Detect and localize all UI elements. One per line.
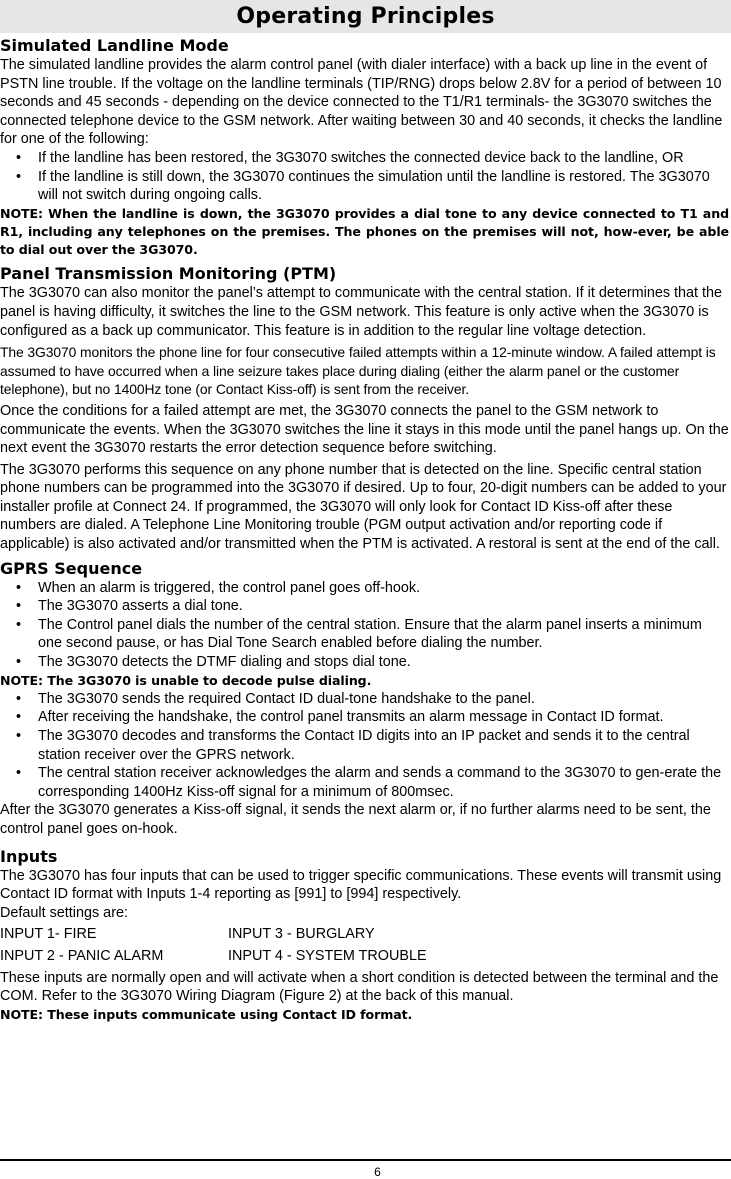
paragraph: The simulated landline provides the alarm control panel (with dialer interface) with a back up line in the event of PSTN line trouble. If the voltage on the landline terminals (TIP/RNG) drops below 2.8V for a period of between 10 seconds and 45 seconds - depending on the device connected to the T1/R1 terminals- the 3G3070 switches the connected telephone device to the GSM network. After waiting between 30 and 40 seconds, it checks the landline for one of the following: (0, 57, 723, 148)
input-1-label: INPUT 1- FIRE (0, 926, 97, 943)
list-item: • After receiving the handshake, the control panel transmits an alarm message in Contact ID format. (0, 708, 729, 727)
paragraph: The 3G3070 has four inputs that can be used to trigger specific communications. These events will transmit using Contact ID format with Inputs 1-4 reporting as [991] to [994] respectively. (0, 867, 722, 903)
paragraph: After the 3G3070 generates a Kiss-off signal, it sends the next alarm or, if no further alarms need to be sent, the control panel goes on-hook. (0, 802, 711, 837)
list-item: • The central station receiver acknowledges the alarm and sends a command to the 3G3070 to gen-erate the corresponding 1400Hz Kiss-off signal for a minimum of 800msec. (0, 764, 729, 801)
input-4-label: INPUT 4 - SYSTEM TROUBLE (228, 947, 427, 964)
section-inputs (0, 847, 729, 1024)
section-heading: Inputs (0, 846, 58, 866)
page-number: 6 (374, 1165, 381, 1179)
list-item: • The 3G3070 decodes and transforms the Contact ID digits into an IP packet and sends it to the central station receiver over the GPRS network. (0, 727, 729, 764)
paragraph: These inputs are normally open and will activate when a short condition is detected between the terminal and the COM. Refer to the 3G3070 Wiring Diagram (Figure 2) at the back of this manual. (0, 969, 719, 1005)
list-item: • The 3G3070 asserts a dial tone. (0, 597, 729, 616)
section-heading: GPRS Sequence (0, 558, 143, 578)
list-item: • When an alarm is triggered, the control panel goes off-hook. (0, 579, 729, 598)
input-2-label: INPUT 2 - PANIC ALARM (0, 947, 164, 964)
page-content (0, 36, 729, 1024)
note: NOTE: When the landline is down, the 3G3070 provides a dial tone to any device connected to T1 and R1, including any telephones on the premises. The phones on the premises will not, how-ever, be able to dial out over the 3G3070. (0, 205, 729, 258)
section-heading: Panel Transmission Monitoring (PTM) (0, 264, 337, 284)
list-item: • The Control panel dials the number of the central station. Ensure that the alarm panel inserts a minimum one second pause, or has Dial Tone Search enabled before dialing the number. (0, 616, 729, 653)
list-item: • The 3G3070 detects the DTMF dialing and stops dial tone. (0, 653, 729, 672)
bullet-list (0, 579, 729, 672)
bullet-list (0, 149, 729, 205)
note: NOTE: The 3G3070 is unable to decode pulse dialing. (0, 672, 372, 688)
section-ptm (0, 264, 729, 553)
footer-divider (0, 1159, 731, 1161)
list-item: • The 3G3070 sends the required Contact ID dual-tone handshake to the panel. (0, 690, 729, 709)
note: NOTE: These inputs communicate using Contact ID format. (0, 1006, 413, 1022)
paragraph: The 3G3070 performs this sequence on any phone number that is detected on the line. Specific central station phone numbers can be programmed into the 3G3070 if desired. Up to four, 20-digit numbers can be added to your installer profile at Connect 24. If programmed, the 3G3070 will only look for Contact ID Kiss-off after these numbers are dialed. A Telephone Line Monitoring trouble (PGM output activation and/or reporting code if applicable) is also activated and/or transmitted when the PTM is activated. A restoral is sent at the end of the call. (0, 461, 727, 553)
inputs-row (0, 925, 729, 944)
section-heading: Simulated Landline Mode (0, 36, 229, 55)
default-settings-label: Default settings are: (0, 904, 128, 921)
page-header-banner (0, 0, 731, 33)
section-simulated-landline (0, 36, 729, 259)
paragraph: The 3G3070 monitors the phone line for four consecutive failed attempts within a 12-minute window. A failed attempt is assumed to have occurred when a line seizure takes place during dialing (either the alarm panel or the customer telephone), but no 1400Hz tone (or Contact Kiss-off) is sent from the receiver. (0, 344, 716, 398)
list-item: • If the landline is still down, the 3G3070 continues the simulation until the landline is restored. The 3G3070 will not switch during ongoing calls. (0, 168, 729, 205)
bullet-list (0, 690, 729, 802)
paragraph: Once the conditions for a failed attempt are met, the 3G3070 connects the panel to the GSM network to communicate the events. When the 3G3070 switches the line it stays in this mode until the panel hangs up. On the next event the 3G3070 restarts the error detection sequence before switching. (0, 402, 729, 457)
page-title: Operating Principles (236, 4, 495, 29)
inputs-row (0, 947, 729, 966)
input-3-label: INPUT 3 - BURGLARY (228, 926, 375, 943)
paragraph: The 3G3070 can also monitor the panel’s attempt to communicate with the central station. If it determines that the panel is having difficulty, it switches the line to the GSM network. This feature is only active when the 3G3070 is configured as a back up communicator. This feature is in addition to the regular line voltage detection. (0, 285, 723, 339)
list-item: • If the landline has been restored, the 3G3070 switches the connected device back to the landline, OR (0, 149, 729, 168)
section-gprs-sequence (0, 559, 729, 839)
